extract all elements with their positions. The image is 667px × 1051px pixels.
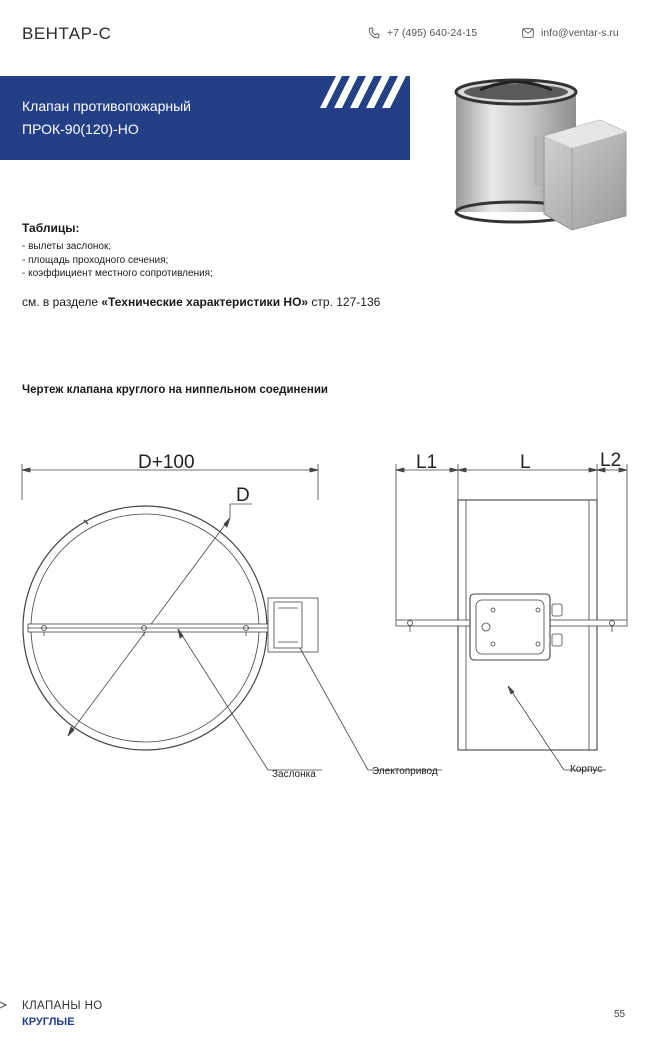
label-actuator: Электопривод xyxy=(372,766,438,777)
dim-d: D xyxy=(236,485,250,506)
brand-name: ВЕНТАР-С xyxy=(22,24,112,43)
tables-list xyxy=(22,240,213,281)
dim-l: L xyxy=(520,452,531,473)
drawing-title: Чертеж клапана круглого на ниппельном соединении xyxy=(22,384,328,396)
phone-number: +7 (495) 640-24-15 xyxy=(387,27,478,39)
dim-l2: L2 xyxy=(600,450,622,471)
dim-d100: D+100 xyxy=(138,452,195,473)
label-damper: Заслонка xyxy=(272,769,316,780)
footer-arrow-icon xyxy=(0,998,8,1012)
reference-section-link[interactable]: «Технические характеристики НО» xyxy=(101,295,309,309)
technical-drawing xyxy=(0,440,667,800)
list-item: - вылеты заслонок; xyxy=(22,241,112,252)
title-banner xyxy=(0,76,410,160)
reference-prefix: см. в разделе xyxy=(22,295,102,309)
email-address: info@ventar-s.ru xyxy=(541,27,619,39)
page-number: 55 xyxy=(614,1009,626,1020)
product-photo xyxy=(450,76,630,236)
tables-heading: Таблицы: xyxy=(22,221,80,235)
product-model: ПРОК-90(120)-НО xyxy=(22,121,139,137)
mail-icon xyxy=(522,28,534,38)
footer-category: КЛАПАНЫ НО xyxy=(22,1000,103,1012)
list-item: - коэффициент местного сопротивления; xyxy=(22,268,213,279)
list-item: - площадь проходного сечения; xyxy=(22,254,169,266)
product-type: Клапан противопожарный xyxy=(22,98,192,114)
email-contact[interactable] xyxy=(522,27,619,39)
footer-subcategory: КРУГЛЫЕ xyxy=(22,1016,75,1028)
dim-l1: L1 xyxy=(416,452,438,473)
label-body: Корпус xyxy=(570,764,603,775)
section-reference xyxy=(22,295,380,309)
phone-icon xyxy=(368,27,380,39)
reference-pages: стр. 127-136 xyxy=(308,295,381,309)
decorative-stripes xyxy=(320,76,410,116)
phone-contact[interactable] xyxy=(368,27,477,39)
